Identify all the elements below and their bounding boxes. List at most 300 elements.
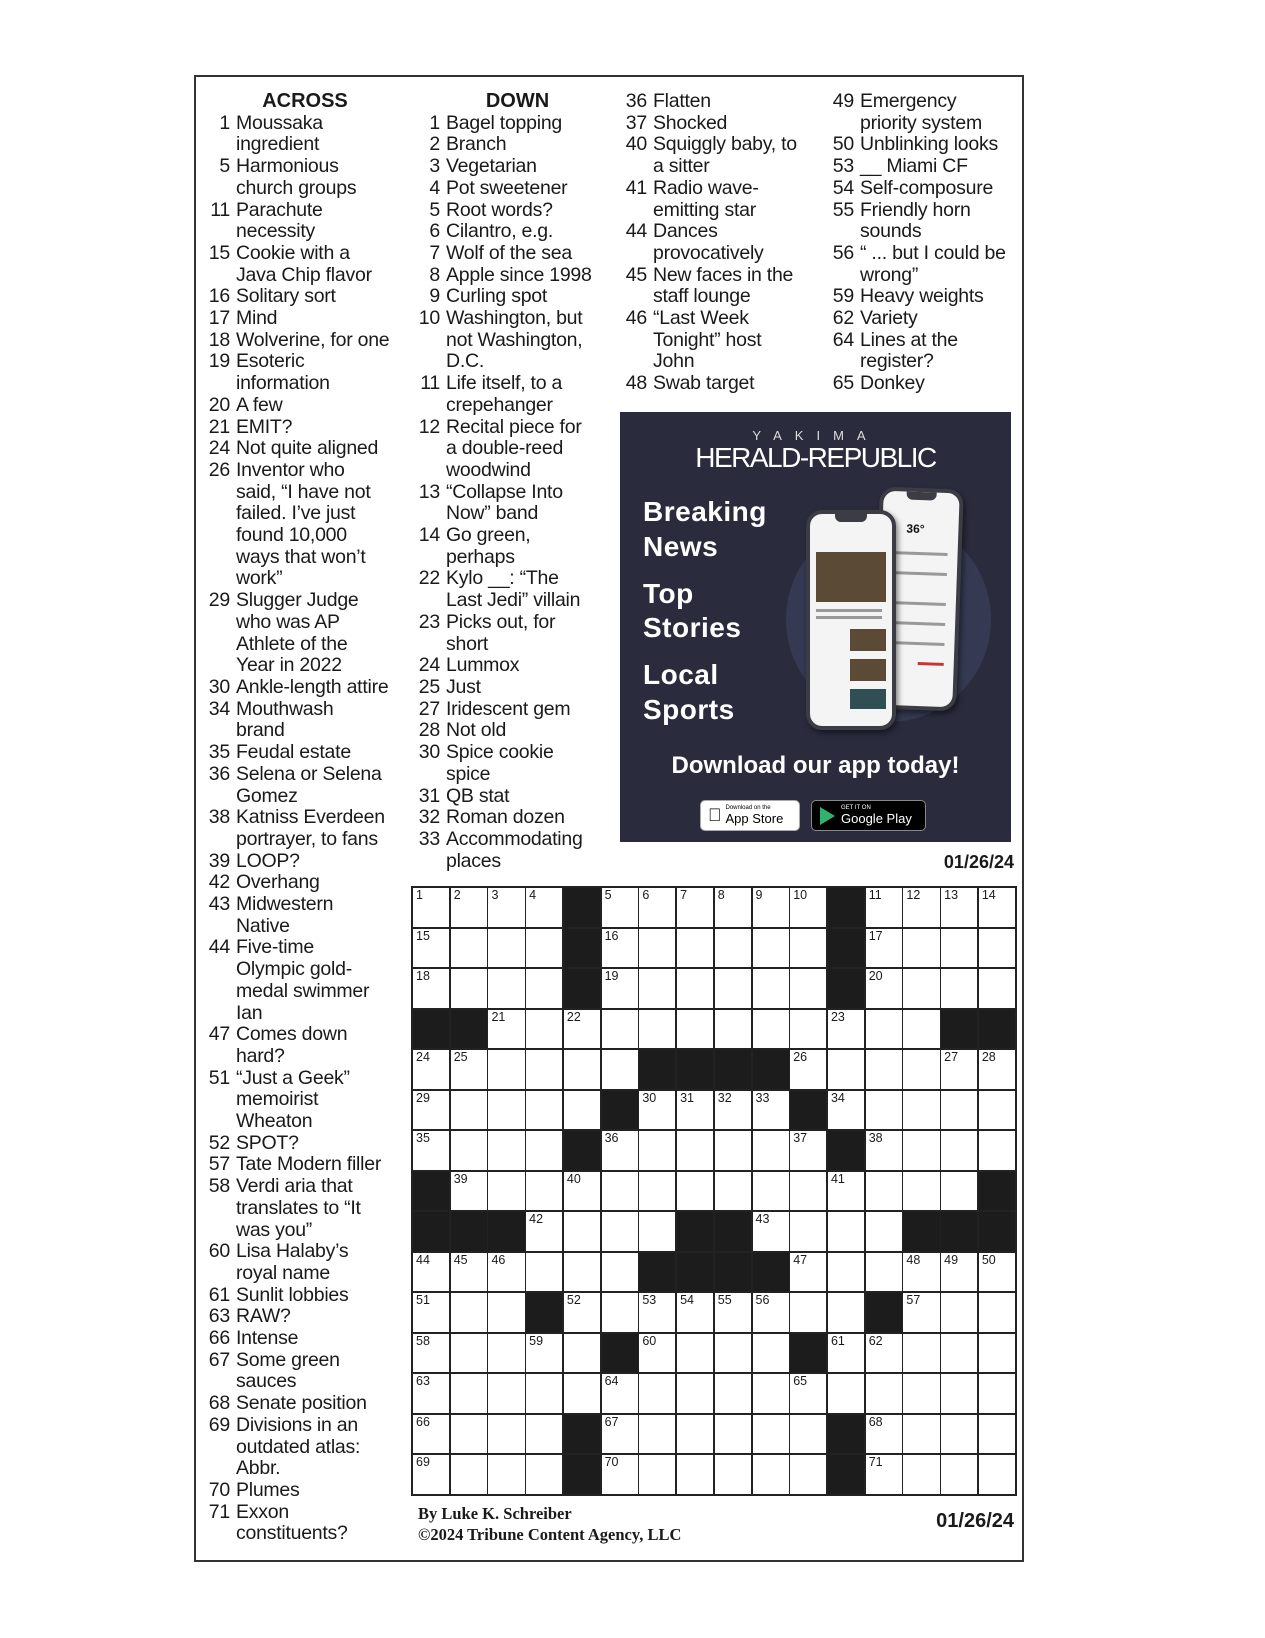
clue[interactable] bbox=[205, 1328, 405, 1350]
grid-cell[interactable] bbox=[413, 1293, 449, 1332]
grid-cell[interactable] bbox=[753, 1455, 789, 1494]
app-store-badge[interactable] bbox=[700, 800, 800, 831]
grid-cell[interactable] bbox=[715, 1415, 751, 1454]
grid-cell[interactable] bbox=[903, 1455, 939, 1494]
clue[interactable] bbox=[205, 1306, 405, 1328]
grid-cell[interactable] bbox=[979, 929, 1015, 968]
grid-cell[interactable] bbox=[790, 1050, 826, 1089]
grid-cell[interactable] bbox=[903, 1374, 939, 1413]
grid-cell[interactable] bbox=[979, 969, 1015, 1008]
grid-cell[interactable] bbox=[451, 1253, 487, 1292]
grid-cell[interactable] bbox=[413, 1050, 449, 1089]
clue[interactable] bbox=[205, 807, 405, 850]
grid-cell[interactable] bbox=[413, 1415, 449, 1454]
black-square bbox=[753, 1253, 789, 1292]
grid-cell[interactable] bbox=[753, 1172, 789, 1211]
clue[interactable] bbox=[205, 1285, 405, 1307]
grid-cell[interactable] bbox=[715, 1172, 751, 1211]
grid-cell[interactable] bbox=[941, 969, 977, 1008]
grid-cell[interactable] bbox=[866, 1050, 902, 1089]
grid-cell[interactable] bbox=[526, 1172, 562, 1211]
clue[interactable] bbox=[205, 851, 405, 873]
clue[interactable] bbox=[621, 178, 826, 221]
clue-text: Some green sauces bbox=[236, 1348, 340, 1393]
grid-cell[interactable] bbox=[488, 929, 524, 968]
grid-cell[interactable] bbox=[677, 1455, 713, 1494]
cell-number: 58 bbox=[416, 1333, 430, 1348]
clue-text: SPOT? bbox=[236, 1131, 299, 1154]
clue[interactable] bbox=[415, 308, 620, 373]
grid-cell[interactable] bbox=[753, 1091, 789, 1130]
grid-cell[interactable] bbox=[866, 1374, 902, 1413]
grid-cell[interactable] bbox=[526, 1455, 562, 1494]
grid-cell[interactable] bbox=[753, 1415, 789, 1454]
grid-cell[interactable] bbox=[790, 1131, 826, 1170]
grid-cell[interactable] bbox=[526, 1091, 562, 1130]
grid-cell[interactable] bbox=[790, 1172, 826, 1211]
grid-cell[interactable] bbox=[753, 1374, 789, 1413]
cell-number: 10 bbox=[793, 888, 808, 902]
grid-cell[interactable] bbox=[451, 1172, 487, 1211]
grid-cell[interactable] bbox=[790, 1253, 826, 1292]
grid-cell[interactable] bbox=[526, 1212, 562, 1251]
grid-cell[interactable] bbox=[828, 1212, 864, 1251]
clue[interactable] bbox=[205, 699, 405, 742]
grid-cell[interactable] bbox=[715, 1293, 751, 1332]
clue[interactable] bbox=[415, 221, 620, 243]
clue[interactable] bbox=[205, 590, 405, 677]
clue[interactable] bbox=[415, 699, 620, 721]
grid-cell[interactable] bbox=[602, 1131, 638, 1170]
grid-cell[interactable] bbox=[564, 1010, 600, 1049]
clue[interactable] bbox=[205, 156, 405, 199]
grid-cell[interactable] bbox=[941, 1253, 977, 1292]
grid-cell[interactable] bbox=[451, 1374, 487, 1413]
grid-cell[interactable] bbox=[979, 1091, 1015, 1130]
grid-cell[interactable] bbox=[413, 1131, 449, 1170]
grid-cell[interactable] bbox=[715, 1131, 751, 1170]
crossword-grid[interactable] bbox=[411, 886, 1017, 1496]
google-play-badge[interactable] bbox=[811, 800, 926, 831]
grid-cell[interactable] bbox=[602, 969, 638, 1008]
grid-cell[interactable] bbox=[941, 1293, 977, 1332]
grid-cell[interactable] bbox=[753, 1212, 789, 1251]
grid-cell[interactable] bbox=[526, 888, 562, 927]
clue[interactable] bbox=[415, 265, 620, 287]
grid-cell[interactable] bbox=[866, 1415, 902, 1454]
grid-cell[interactable] bbox=[979, 1334, 1015, 1373]
grid-cell[interactable] bbox=[564, 1253, 600, 1292]
clue[interactable] bbox=[205, 872, 405, 894]
grid-cell[interactable] bbox=[451, 1293, 487, 1332]
grid-cell[interactable] bbox=[488, 1455, 524, 1494]
grid-cell[interactable] bbox=[941, 929, 977, 968]
grid-cell[interactable] bbox=[715, 1455, 751, 1494]
grid-cell[interactable] bbox=[903, 1415, 939, 1454]
grid-cell[interactable] bbox=[828, 1010, 864, 1049]
clue-text: Intense bbox=[236, 1327, 299, 1350]
clue[interactable] bbox=[205, 330, 405, 352]
clue[interactable] bbox=[415, 373, 620, 416]
clue[interactable] bbox=[205, 1154, 405, 1176]
clue[interactable] bbox=[205, 742, 405, 764]
grid-cell[interactable] bbox=[677, 969, 713, 1008]
grid-cell[interactable] bbox=[828, 1334, 864, 1373]
grid-cell[interactable] bbox=[828, 1253, 864, 1292]
grid-cell[interactable] bbox=[941, 1334, 977, 1373]
grid-cell[interactable] bbox=[979, 1050, 1015, 1089]
grid-cell[interactable] bbox=[715, 888, 751, 927]
grid-cell[interactable] bbox=[941, 1050, 977, 1089]
grid-cell[interactable] bbox=[413, 888, 449, 927]
clue-text: Emergency priority system bbox=[860, 90, 982, 134]
grid-cell[interactable] bbox=[753, 1334, 789, 1373]
grid-cell[interactable] bbox=[488, 1172, 524, 1211]
grid-cell[interactable] bbox=[602, 1212, 638, 1251]
grid-cell[interactable] bbox=[488, 1334, 524, 1373]
grid-cell[interactable] bbox=[488, 1374, 524, 1413]
grid-cell[interactable] bbox=[488, 1253, 524, 1292]
grid-cell[interactable] bbox=[903, 1091, 939, 1130]
clue[interactable] bbox=[621, 265, 826, 308]
grid-cell[interactable] bbox=[526, 969, 562, 1008]
grid-cell[interactable] bbox=[488, 1050, 524, 1089]
clue[interactable] bbox=[205, 894, 405, 937]
clue[interactable] bbox=[828, 243, 1023, 286]
grid-cell[interactable] bbox=[866, 969, 902, 1008]
grid-cell[interactable] bbox=[903, 1293, 939, 1332]
grid-cell[interactable] bbox=[564, 1091, 600, 1130]
grid-cell[interactable] bbox=[903, 1050, 939, 1089]
clue[interactable] bbox=[205, 1024, 405, 1067]
grid-cell[interactable] bbox=[564, 1334, 600, 1373]
grid-cell[interactable] bbox=[903, 1131, 939, 1170]
clue[interactable] bbox=[205, 113, 405, 156]
grid-cell[interactable] bbox=[639, 888, 675, 927]
grid-cell[interactable] bbox=[639, 1334, 675, 1373]
clue[interactable] bbox=[415, 417, 620, 482]
grid-cell[interactable] bbox=[790, 1455, 826, 1494]
grid-cell[interactable] bbox=[677, 1334, 713, 1373]
grid-cell[interactable] bbox=[715, 1334, 751, 1373]
grid-cell[interactable] bbox=[715, 1010, 751, 1049]
grid-cell[interactable] bbox=[753, 929, 789, 968]
clue-number: 23 bbox=[418, 610, 440, 633]
grid-cell[interactable] bbox=[451, 888, 487, 927]
clue[interactable] bbox=[828, 286, 1023, 308]
grid-cell[interactable] bbox=[488, 1293, 524, 1332]
clue[interactable] bbox=[205, 677, 405, 699]
grid-cell[interactable] bbox=[639, 1293, 675, 1332]
grid-cell[interactable] bbox=[866, 929, 902, 968]
grid-cell[interactable] bbox=[488, 1010, 524, 1049]
grid-cell[interactable] bbox=[602, 1010, 638, 1049]
grid-cell[interactable] bbox=[526, 1334, 562, 1373]
clue-text: Picks out, for short bbox=[446, 610, 556, 655]
grid-cell[interactable] bbox=[602, 1293, 638, 1332]
grid-cell[interactable] bbox=[715, 929, 751, 968]
grid-cell[interactable] bbox=[866, 1334, 902, 1373]
grid-cell[interactable] bbox=[413, 1374, 449, 1413]
clue[interactable] bbox=[415, 243, 620, 265]
grid-cell[interactable] bbox=[941, 888, 977, 927]
grid-cell[interactable] bbox=[790, 1415, 826, 1454]
grid-cell[interactable] bbox=[866, 1253, 902, 1292]
grid-cell[interactable] bbox=[602, 888, 638, 927]
clue[interactable] bbox=[205, 351, 405, 394]
clue[interactable] bbox=[621, 221, 826, 264]
grid-cell[interactable] bbox=[866, 1091, 902, 1130]
grid-cell[interactable] bbox=[602, 929, 638, 968]
clue[interactable] bbox=[828, 200, 1023, 243]
clue[interactable] bbox=[828, 178, 1023, 200]
grid-cell[interactable] bbox=[903, 1172, 939, 1211]
grid-cell[interactable] bbox=[413, 969, 449, 1008]
grid-cell[interactable] bbox=[639, 1010, 675, 1049]
grid-cell[interactable] bbox=[677, 1293, 713, 1332]
grid-cell[interactable] bbox=[413, 1455, 449, 1494]
grid-cell[interactable] bbox=[866, 888, 902, 927]
cell-number: 37 bbox=[793, 1131, 808, 1146]
grid-cell[interactable] bbox=[451, 929, 487, 968]
grid-cell[interactable] bbox=[903, 1334, 939, 1373]
grid-cell[interactable] bbox=[564, 1293, 600, 1332]
grid-cell[interactable] bbox=[753, 888, 789, 927]
clue[interactable] bbox=[415, 807, 620, 829]
grid-cell[interactable] bbox=[639, 1374, 675, 1413]
grid-cell[interactable] bbox=[828, 1374, 864, 1413]
grid-cell[interactable] bbox=[564, 1172, 600, 1211]
grid-cell[interactable] bbox=[602, 1172, 638, 1211]
clue[interactable] bbox=[205, 1393, 405, 1415]
grid-cell[interactable] bbox=[715, 1374, 751, 1413]
grid-cell[interactable] bbox=[451, 1131, 487, 1170]
clue[interactable] bbox=[205, 200, 405, 243]
clue[interactable] bbox=[415, 482, 620, 525]
grid-cell[interactable] bbox=[564, 1212, 600, 1251]
grid-cell[interactable] bbox=[677, 929, 713, 968]
grid-cell[interactable] bbox=[753, 1131, 789, 1170]
grid-cell[interactable] bbox=[451, 1334, 487, 1373]
clue[interactable] bbox=[828, 134, 1023, 156]
clue[interactable] bbox=[205, 395, 405, 417]
clue[interactable] bbox=[205, 764, 405, 807]
clue[interactable] bbox=[415, 677, 620, 699]
clue[interactable] bbox=[828, 373, 1023, 395]
grid-cell[interactable] bbox=[979, 1374, 1015, 1413]
grid-cell[interactable] bbox=[526, 1415, 562, 1454]
grid-cell[interactable] bbox=[903, 969, 939, 1008]
grid-cell[interactable] bbox=[451, 1091, 487, 1130]
clue[interactable] bbox=[415, 786, 620, 808]
grid-cell[interactable] bbox=[451, 969, 487, 1008]
grid-cell[interactable] bbox=[790, 1212, 826, 1251]
grid-cell[interactable] bbox=[639, 1415, 675, 1454]
grid-cell[interactable] bbox=[639, 1172, 675, 1211]
grid-cell[interactable] bbox=[941, 1131, 977, 1170]
grid-cell[interactable] bbox=[451, 1415, 487, 1454]
clue[interactable] bbox=[828, 308, 1023, 330]
cell-number: 30 bbox=[642, 1090, 657, 1105]
clue[interactable] bbox=[205, 438, 405, 460]
grid-cell[interactable] bbox=[526, 1010, 562, 1049]
grid-cell[interactable] bbox=[488, 1131, 524, 1170]
clue[interactable] bbox=[205, 308, 405, 330]
grid-cell[interactable] bbox=[866, 1172, 902, 1211]
clue[interactable] bbox=[621, 113, 826, 135]
clue[interactable] bbox=[415, 178, 620, 200]
grid-cell[interactable] bbox=[639, 929, 675, 968]
clue[interactable] bbox=[621, 373, 826, 395]
clue[interactable] bbox=[205, 1350, 405, 1393]
clue-text: Divisions in an outdated atlas: Abbr. bbox=[236, 1413, 361, 1480]
clue[interactable] bbox=[621, 134, 826, 177]
grid-cell[interactable] bbox=[564, 1374, 600, 1413]
clue[interactable] bbox=[205, 243, 405, 286]
grid-cell[interactable] bbox=[488, 1091, 524, 1130]
clue[interactable] bbox=[415, 200, 620, 222]
clue[interactable] bbox=[828, 156, 1023, 178]
grid-cell[interactable] bbox=[526, 929, 562, 968]
grid-cell[interactable] bbox=[790, 969, 826, 1008]
grid-cell[interactable] bbox=[488, 1415, 524, 1454]
grid-cell[interactable] bbox=[564, 1050, 600, 1089]
grid-cell[interactable] bbox=[790, 929, 826, 968]
grid-cell[interactable] bbox=[639, 1455, 675, 1494]
clue[interactable] bbox=[205, 1480, 405, 1502]
black-square bbox=[677, 1253, 713, 1292]
clue[interactable] bbox=[205, 417, 405, 439]
grid-cell[interactable] bbox=[828, 1172, 864, 1211]
clue[interactable] bbox=[415, 829, 620, 872]
grid-cell[interactable] bbox=[979, 1415, 1015, 1454]
clue[interactable] bbox=[828, 330, 1023, 373]
clue[interactable] bbox=[415, 742, 620, 785]
clue[interactable] bbox=[205, 1176, 405, 1241]
grid-cell[interactable] bbox=[677, 1415, 713, 1454]
grid-cell[interactable] bbox=[828, 1050, 864, 1089]
grid-cell[interactable] bbox=[941, 1091, 977, 1130]
grid-cell[interactable] bbox=[790, 888, 826, 927]
clue[interactable] bbox=[415, 156, 620, 178]
clue[interactable] bbox=[205, 460, 405, 590]
grid-cell[interactable] bbox=[790, 1293, 826, 1332]
grid-cell[interactable] bbox=[979, 1253, 1015, 1292]
grid-cell[interactable] bbox=[639, 1131, 675, 1170]
clue[interactable] bbox=[415, 525, 620, 568]
grid-cell[interactable] bbox=[941, 1455, 977, 1494]
grid-cell[interactable] bbox=[526, 1131, 562, 1170]
grid-cell[interactable] bbox=[903, 1010, 939, 1049]
grid-cell[interactable] bbox=[790, 1374, 826, 1413]
clue[interactable] bbox=[415, 568, 620, 611]
grid-cell[interactable] bbox=[903, 1253, 939, 1292]
grid-cell[interactable] bbox=[979, 1131, 1015, 1170]
grid-cell[interactable] bbox=[979, 1455, 1015, 1494]
grid-cell[interactable] bbox=[828, 1293, 864, 1332]
clue[interactable] bbox=[205, 937, 405, 1024]
grid-cell[interactable] bbox=[488, 969, 524, 1008]
grid-cell[interactable] bbox=[413, 929, 449, 968]
grid-cell[interactable] bbox=[526, 1374, 562, 1413]
grid-cell[interactable] bbox=[677, 1091, 713, 1130]
grid-cell[interactable] bbox=[941, 1415, 977, 1454]
black-square bbox=[866, 1293, 902, 1332]
clue[interactable] bbox=[205, 1241, 405, 1284]
grid-cell[interactable] bbox=[866, 1131, 902, 1170]
grid-cell[interactable] bbox=[677, 1010, 713, 1049]
grid-cell[interactable] bbox=[828, 1091, 864, 1130]
grid-cell[interactable] bbox=[413, 1334, 449, 1373]
grid-cell[interactable] bbox=[602, 1253, 638, 1292]
grid-cell[interactable] bbox=[677, 1131, 713, 1170]
clue[interactable] bbox=[415, 113, 620, 135]
clue[interactable] bbox=[205, 1415, 405, 1480]
grid-cell[interactable] bbox=[677, 888, 713, 927]
cell-number: 47 bbox=[793, 1252, 808, 1267]
grid-cell[interactable] bbox=[413, 1253, 449, 1292]
grid-cell[interactable] bbox=[639, 1212, 675, 1251]
grid-cell[interactable] bbox=[903, 929, 939, 968]
clue[interactable] bbox=[415, 286, 620, 308]
grid-cell[interactable] bbox=[677, 1172, 713, 1211]
clue[interactable] bbox=[205, 1502, 405, 1545]
grid-cell[interactable] bbox=[866, 1212, 902, 1251]
grid-cell[interactable] bbox=[526, 1253, 562, 1292]
grid-cell[interactable] bbox=[753, 1010, 789, 1049]
clue[interactable] bbox=[415, 655, 620, 677]
clue[interactable] bbox=[205, 286, 405, 308]
app-advertisement[interactable] bbox=[620, 412, 1011, 842]
grid-cell[interactable] bbox=[903, 888, 939, 927]
clue[interactable] bbox=[415, 134, 620, 156]
grid-cell[interactable] bbox=[413, 1091, 449, 1130]
grid-cell[interactable] bbox=[790, 1010, 826, 1049]
grid-cell[interactable] bbox=[866, 1010, 902, 1049]
grid-cell[interactable] bbox=[602, 1415, 638, 1454]
clue[interactable] bbox=[205, 1068, 405, 1133]
grid-cell[interactable] bbox=[866, 1455, 902, 1494]
grid-cell[interactable] bbox=[488, 888, 524, 927]
clue[interactable] bbox=[621, 91, 826, 113]
grid-cell[interactable] bbox=[451, 1455, 487, 1494]
grid-cell[interactable] bbox=[451, 1050, 487, 1089]
grid-cell[interactable] bbox=[602, 1374, 638, 1413]
grid-cell[interactable] bbox=[941, 1374, 977, 1413]
grid-cell[interactable] bbox=[979, 888, 1015, 927]
clue[interactable] bbox=[415, 720, 620, 742]
cell-number: 17 bbox=[868, 928, 883, 943]
clue[interactable] bbox=[621, 308, 826, 373]
clue[interactable] bbox=[205, 1133, 405, 1155]
grid-cell[interactable] bbox=[639, 969, 675, 1008]
grid-cell[interactable] bbox=[715, 1091, 751, 1130]
clue[interactable] bbox=[828, 91, 1023, 134]
grid-cell[interactable] bbox=[526, 1050, 562, 1089]
grid-cell[interactable] bbox=[941, 1172, 977, 1211]
grid-cell[interactable] bbox=[602, 1050, 638, 1089]
grid-cell[interactable] bbox=[753, 1293, 789, 1332]
grid-cell[interactable] bbox=[979, 1293, 1015, 1332]
clue[interactable] bbox=[415, 612, 620, 655]
grid-cell[interactable] bbox=[677, 1374, 713, 1413]
grid-cell[interactable] bbox=[639, 1091, 675, 1130]
grid-cell[interactable] bbox=[753, 969, 789, 1008]
cell-number: 64 bbox=[604, 1374, 619, 1389]
clue-number: 5 bbox=[219, 155, 230, 178]
grid-cell[interactable] bbox=[602, 1455, 638, 1494]
grid-cell[interactable] bbox=[715, 969, 751, 1008]
